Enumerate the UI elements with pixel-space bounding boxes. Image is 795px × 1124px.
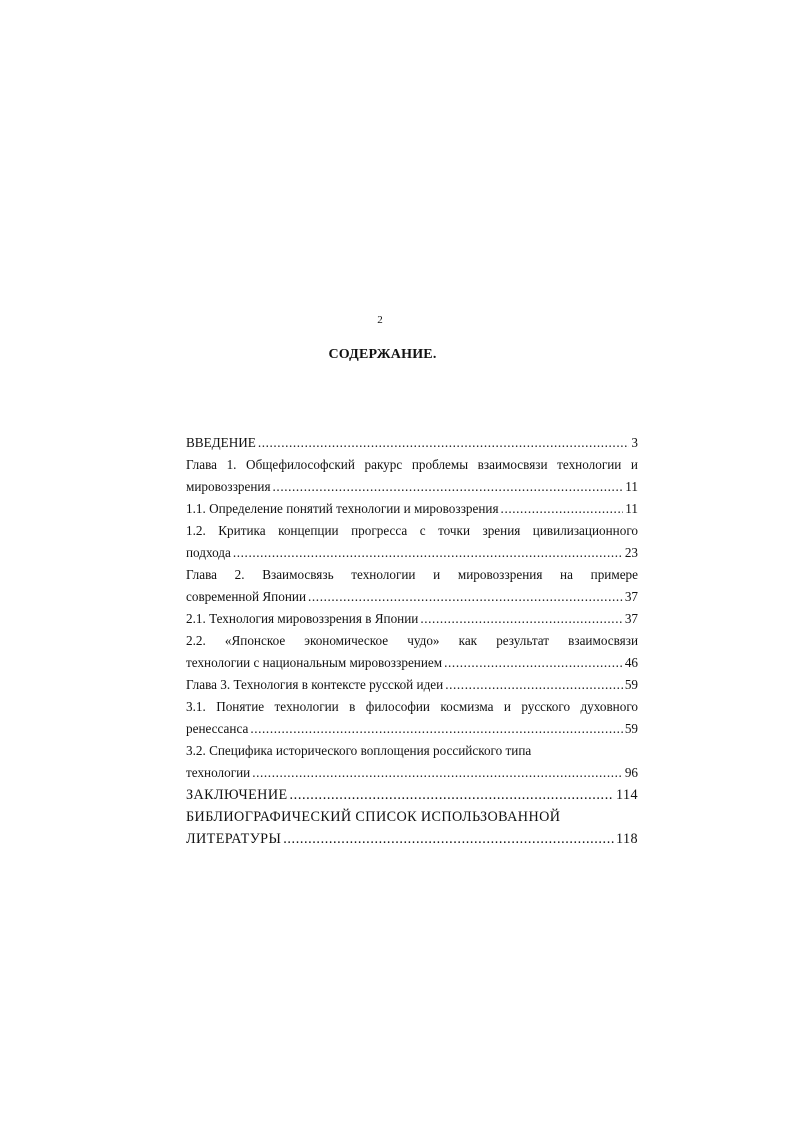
toc-page-number: 3: [631, 435, 638, 450]
table-of-contents: [186, 432, 638, 850]
toc-leader-dots: [420, 608, 622, 630]
toc-page-number: 114: [616, 787, 638, 803]
toc-leader-dots: [258, 432, 630, 454]
toc-entry-section-1-2-cont: [186, 542, 638, 564]
toc-entry-section-2-1: [186, 608, 638, 630]
toc-page-number: 11: [625, 501, 638, 516]
toc-page-number: 59: [624, 721, 638, 736]
toc-entry-text: технологии: [186, 765, 251, 780]
toc-leader-dots: [444, 652, 623, 674]
toc-entry-section-3-1: 3.1. Понятие технологии в философии космизма и русского духовного: [186, 699, 638, 714]
page-title: СОДЕРЖАНИЕ.: [328, 347, 437, 362]
toc-entry-chapter-2: Глава 2. Взаимосвязь технологии и мировоззрения на примере: [186, 567, 638, 582]
toc-entry-chapter-1-cont: [186, 476, 638, 498]
toc-entry-bibliography: БИБЛИОГРАФИЧЕСКИЙ СПИСОК ИСПОЛЬЗОВАННОЙ: [186, 809, 561, 825]
toc-entry-chapter-2-cont: [186, 586, 638, 608]
toc-entry-text: современной Японии: [186, 589, 307, 604]
toc-leader-dots: [252, 762, 623, 784]
toc-page-number: 46: [624, 655, 638, 670]
toc-entry-conclusion: [186, 784, 638, 806]
toc-page-number: 11: [625, 479, 638, 494]
toc-leader-dots: [233, 542, 623, 564]
toc-entry-section-1-2: 1.2. Критика концепции прогресса с точки зрения цивилизационного: [186, 523, 638, 538]
toc-leader-dots: [445, 674, 623, 696]
toc-entry-chapter-3: [186, 674, 638, 696]
toc-entry-text: 2.1. Технология мировоззрения в Японии: [186, 611, 419, 626]
toc-entry-text: ВВЕДЕНИЕ: [186, 435, 256, 450]
toc-entry-introduction: [186, 432, 638, 454]
toc-entry-text: ЗАКЛЮЧЕНИЕ: [186, 787, 288, 803]
toc-entry-text: Глава 3. Технология в контексте русской идеи: [186, 677, 444, 692]
toc-leader-dots: [308, 586, 623, 608]
toc-entry-section-1-1: [186, 498, 638, 520]
toc-entry-section-2-2: 2.2. «Японское экономическое чудо» как результат взаимосвязи: [186, 633, 638, 648]
toc-leader-dots: [273, 476, 624, 498]
toc-page-number: 37: [624, 589, 638, 604]
toc-entry-section-3-1-cont: [186, 718, 638, 740]
toc-entry-chapter-1: Глава 1. Общефилософский ракурс проблемы взаимосвязи технологии и: [186, 457, 638, 472]
toc-entry-text: мировоззрения: [186, 479, 271, 494]
page-number: 2: [377, 314, 383, 326]
toc-entry-section-3-2-cont: [186, 762, 638, 784]
toc-leader-dots: [283, 828, 614, 850]
toc-leader-dots: [501, 498, 624, 520]
toc-entry-section-2-2-cont: [186, 652, 638, 674]
toc-entry-text: ЛИТЕРАТУРЫ: [186, 831, 282, 847]
toc-page-number: 37: [624, 611, 638, 626]
toc-page-number: 118: [616, 831, 638, 847]
toc-entry-bibliography-cont: [186, 828, 638, 850]
toc-entry-text: подхода: [186, 545, 231, 560]
toc-page-number: 59: [624, 677, 638, 692]
toc-leader-dots: [250, 718, 622, 740]
toc-page-number: 23: [624, 545, 638, 560]
toc-entry-section-3-2: 3.2. Специфика исторического воплощения российского типа: [186, 743, 532, 758]
toc-entry-text: 1.1. Определение понятий технологии и мировоззрения: [186, 501, 499, 516]
toc-page-number: 96: [624, 765, 638, 780]
toc-leader-dots: [290, 784, 615, 806]
toc-entry-text: ренессанса: [186, 721, 249, 736]
toc-entry-text: технологии с национальным мировоззрением: [186, 655, 443, 670]
